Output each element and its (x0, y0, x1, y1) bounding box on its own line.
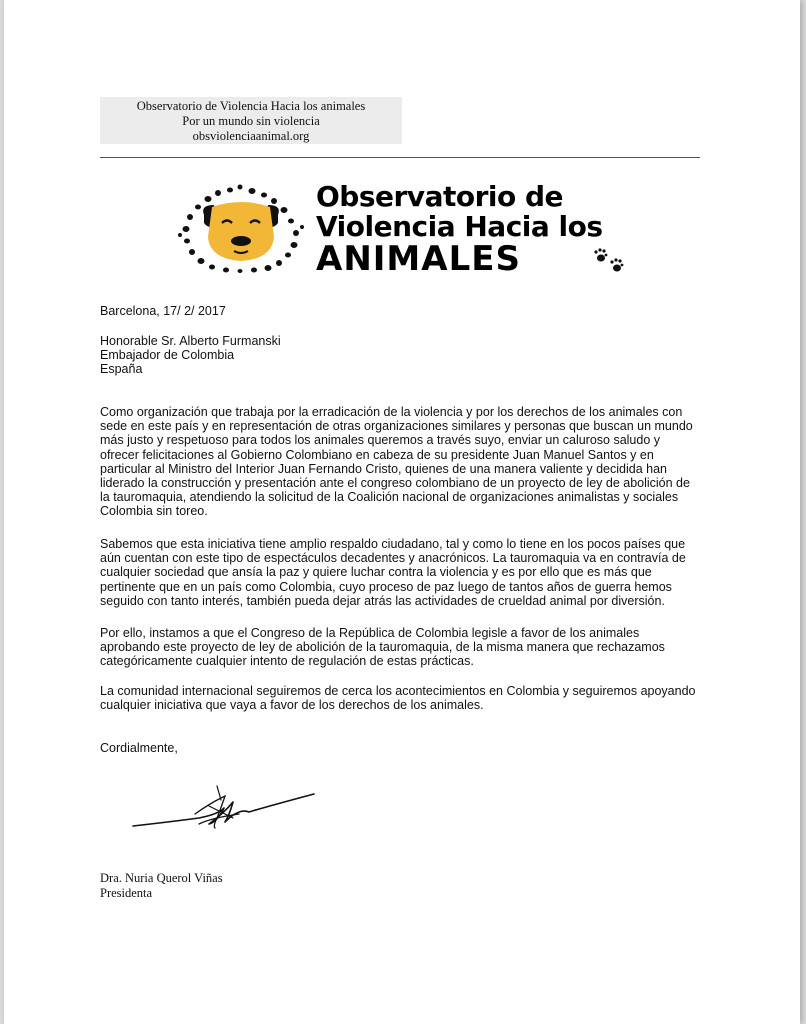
paragraph-line: aprobando este proyecto de ley de abolición de la tauromaquia, de la misma manera que rechazamos (100, 640, 665, 655)
recipient-name: Honorable Sr. Alberto Furmanski (100, 334, 281, 348)
paragraph-line: seguido con tanto interés, también pueda dejar atrás las actividades de crueldad animal por diversión. (100, 593, 665, 608)
logo-line-2: Violencia Hacia los (316, 210, 603, 243)
paragraph-3 (100, 626, 710, 669)
letterhead-org-name: Observatorio de Violencia Hacia los animales (136, 99, 366, 113)
paragraph-line: Colombia sin toreo. (100, 504, 208, 519)
dog-face-logo-icon (174, 183, 309, 273)
signer-block (100, 871, 223, 901)
paragraph-line: categóricamente cualquier intento de regulación de estas prácticas. (100, 654, 474, 669)
letterhead-tagline: Por un mundo sin violencia (182, 114, 320, 128)
paragraph-line: particular al Ministro del Interior Juan Fernando Cristo, quienes de una manera valiente y decidida han (100, 461, 667, 476)
paragraph-line: La comunidad internacional seguiremos de cerca los acontecimientos en Colombia y seguiremos apoyando (100, 684, 696, 698)
paragraph-1 (100, 405, 710, 519)
paragraph-line: Como organización que trabaja por la erradicación de la violencia y por los derechos de los animales con (100, 405, 683, 419)
closing: Cordialmente, (100, 741, 178, 755)
letterhead-website: obsviolenciaanimal.org (192, 129, 310, 143)
paragraph-line: cualquier iniciativa que vaya a favor de los derechos de los animales. (100, 698, 484, 713)
logo-line-1: Observatorio de (316, 180, 564, 213)
paragraph-4 (100, 684, 710, 712)
signer-role: Presidenta (100, 886, 153, 900)
logo-line-3: ANIMALES (316, 239, 521, 279)
handwritten-signature (129, 778, 319, 838)
header-divider (100, 157, 700, 158)
paragraph-line: la tauromaquia, atendiendo la solicitud de la Coalición nacional de organizaciones animalistas y sociales (100, 490, 679, 505)
paw-prints-icon (592, 246, 628, 276)
paragraph-2 (100, 537, 710, 608)
letterhead-box (100, 97, 402, 144)
paragraph-line: pertinente que en un país como Colombia, cuyo proceso de paz luego de tantos años de guerra hemos (100, 579, 672, 594)
letter-page (4, 0, 800, 1024)
recipient-block (100, 334, 281, 377)
paragraph-line: más justo y respetuoso para todos los animales queremos a través suyo, enviar un caluroso saludo y (100, 433, 661, 448)
paragraph-line: aún cuentan con este tipo de espectáculos decadentes y anacrónicos. La tauromaquia va en contravía de (100, 551, 686, 566)
signer-name: Dra. Nuria Querol Viñas (100, 871, 223, 885)
letter-date: Barcelona, 17/ 2/ 2017 (100, 304, 226, 318)
paragraph-line: ofrecer felicitaciones al Gobierno Colombiano en cabeza de su presidente Juan Manuel Santos y en (100, 447, 654, 462)
paragraph-line: sede en este país y en representación de otras organizaciones similares y personas que buscan un mundo (100, 419, 693, 434)
recipient-country: España (100, 362, 143, 377)
paragraph-line: cualquier sociedad que ansía la paz y quiere luchar contra la violencia y es por ello que es más que (100, 565, 652, 580)
paragraph-line: Por ello, instamos a que el Congreso de la República de Colombia legisle a favor de los animales (100, 626, 640, 640)
logo-wordmark (316, 180, 603, 279)
paragraph-line: liderado la construcción y presentación ante el congreso colombiano de un proyecto de ley de abolición de (100, 476, 690, 491)
recipient-title: Embajador de Colombia (100, 348, 235, 363)
paragraph-line: Sabemos que esta iniciativa tiene amplio respaldo ciudadano, tal y como lo tiene en los pocos países que (100, 537, 686, 551)
